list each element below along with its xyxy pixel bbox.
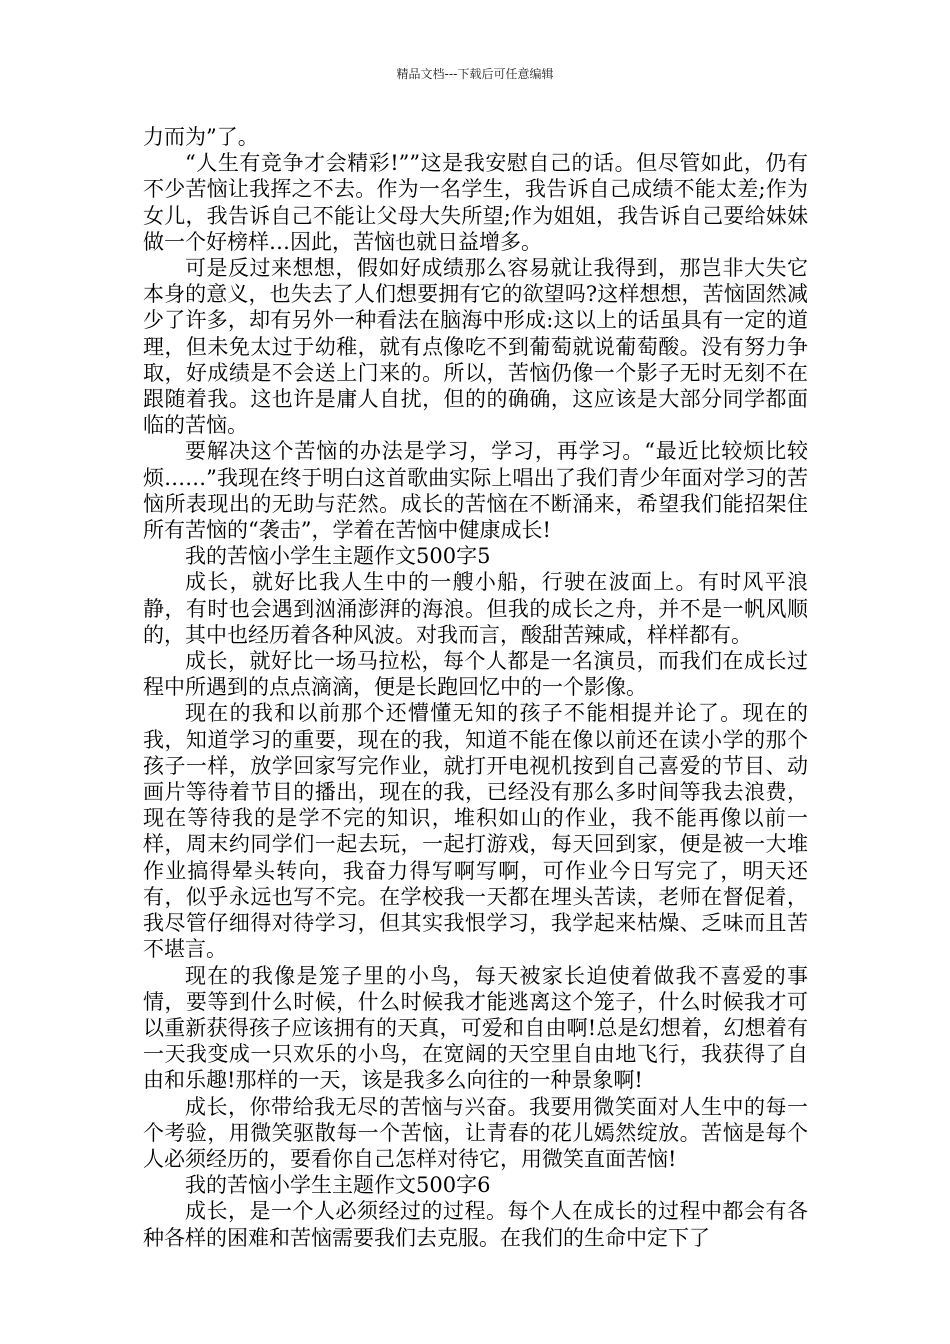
paragraph: 成长，是一个人必须经过的过程。每个人在成长的过程中都会有各种各样的困难和苦恼需要我们去克服。在我们的生命中定下了 (143, 1199, 808, 1250)
paragraph: 现在的我像是笼子里的小鸟，每天被家长迫使着做我不喜爱的事情，要等到什么时候，什么时候我才能逃离这个笼子，什么时候我才可以重新获得孩子应该拥有的天真，可爱和自由啊!总是幻想着，幻想着有一天我变成一只欢乐的小鸟，在宽阔的天空里自由地飞行，我获得了自由和乐趣!那样的一天，该是我多么向往的一种景象啊! (143, 963, 808, 1093)
paragraph: 成长，你带给我无尽的苦恼与兴奋。我要用微笑面对人生中的每一个考验，用微笑驱散每一个苦恼，让青春的花儿嫣然绽放。苦恼是每个人必须经历的，要看你自己怎样对待它，用微笑直面苦恼! (143, 1094, 808, 1171)
essay-title: 我的苦恼小学生主题作文500字5 (185, 544, 491, 569)
paragraph: “人生有竞争才会精彩!””这是我安慰自己的话。但尽管如此，仍有不少苦恼让我挥之不去。作为一名学生，我告诉自己成绩不能太差;作为女儿，我告诉自己不能让父母大失所望;作为姐姐，我告诉自己要给妹妹做一个好榜样…因此，苦恼也就日益增多。 (143, 151, 808, 254)
paragraph: 成长，就好比我人生中的一艘小船，行驶在波面上。有时风平浪静，有时也会遇到汹涌澎湃的海浪。但我的成长之舟，并不是一帆风顺的，其中也经历着各种风波。对我而言，酸甜苦辣咸，样样都有。 (143, 570, 808, 647)
paragraph-continuation: 力而为”了。 (143, 125, 259, 149)
paragraph: 可是反过来想想，假如好成绩那么容易就让我得到，那岂非大失它本身的意义，也失去了人们想要拥有它的欲望吗?这样想想，苦恼固然减少了许多，却有另外一种看法在脑海中形成:这以上的话虽具有一定的道理，但未免太过于幼稚，就有点像吃不到葡萄就说葡萄酸。没有努力争取，好成绩是不会送上门来的。所以，苦恼仍像一个影子无时无刻不在跟随着我。这也许是庸人自扰，但的的确确，这应该是大部分同学都面临的苦恼。 (143, 256, 808, 438)
page-header: 精品文档---下载后可任意编辑 (396, 67, 554, 81)
paragraph: 现在的我和以前那个还懵懂无知的孩子不能相提并论了。现在的我，知道学习的重要，现在的我，知道不能在像以前还在读小学的那个孩子一样，放学回家写完作业，就打开电视机按到自己喜爱的节目、动画片等待着节目的播出，现在的我，已经没有那么多时间等我去浪费，现在等待我的是学不完的知识，堆积如山的作业，我不能再像以前一样，周末约同学们一起去玩，一起打游戏，每天回到家，便是被一大堆作业搞得晕头转向，我奋力得写啊写啊，可作业今日写完了，明天还有，似乎永远也写不完。在学校我一天都在埋头苦读，老师在督促着，我尽管仔细得对待学习，但其实我恨学习，我学起来枯燥、乏味而且苦不堪言。 (143, 701, 808, 962)
essay-title: 我的苦恼小学生主题作文500字6 (185, 1173, 491, 1198)
paragraph: 要解决这个苦恼的办法是学习，学习，再学习。“最近比较烦比较烦……”我现在终于明白这首歌曲实际上唱出了我们青少年面对学习的苦恼所表现出的无助与茫然。成长的苦恼在不断涌来，希望我们能招架住所有苦恼的“袭击”，学着在苦恼中健康成长! (143, 439, 808, 543)
document-body (143, 124, 808, 1251)
paragraph: 成长，就好比一场马拉松，每个人都是一名演员，而我们在成长过程中所遇到的点点滴滴，便是长跑回忆中的一个影像。 (143, 649, 808, 700)
